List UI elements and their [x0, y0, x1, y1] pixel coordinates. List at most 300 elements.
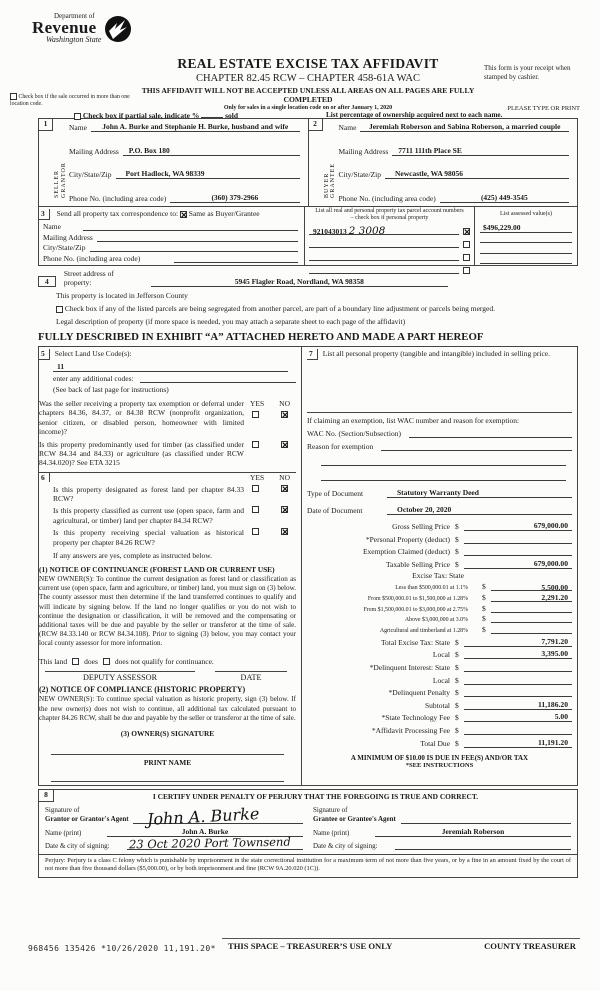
segregated-checkbox[interactable] — [56, 306, 63, 313]
seller-address-label: Mailing Address — [69, 146, 119, 156]
seller-city-row — [69, 169, 300, 179]
bracket-4-field[interactable] — [491, 615, 572, 624]
signature-grid — [39, 802, 577, 854]
segregated-row — [56, 304, 578, 313]
taxable-price-field[interactable] — [464, 559, 572, 569]
subtotal-row — [307, 700, 572, 710]
buyer-word: BUYER — [323, 172, 330, 198]
additional-codes-row — [53, 374, 296, 383]
grantor-signature-row — [45, 803, 303, 829]
owners-signature-field[interactable] — [51, 746, 284, 755]
seller-name-label: Name — [69, 123, 87, 132]
parcel-row-1 — [309, 225, 470, 238]
land-use-label: Select Land Use Code(s): — [54, 349, 132, 358]
exemption-deduct-label: Exemption Claimed (deduct) — [362, 547, 450, 557]
exemption-deduct-row — [307, 546, 572, 556]
assessed-header: List assessed value(s) — [500, 211, 552, 217]
grantor-signature-field[interactable] — [133, 803, 303, 829]
buyer-phone-field[interactable]: (425) 449-3545 — [440, 193, 569, 203]
bracket-2-label: From $500,000.01 to $1,500,000 at 1.28% — [367, 595, 468, 602]
correspondence-parcel-row — [39, 207, 577, 265]
gross-price-row — [307, 521, 572, 531]
continuance-row — [39, 657, 296, 666]
dollar-sign: $ — [455, 534, 459, 544]
treasurer-space-label: THIS SPACE – TREASURER’S USE ONLY — [228, 941, 393, 951]
taxable-price-value: 679,000.00 — [533, 558, 568, 568]
exemption-deduct-field[interactable] — [464, 546, 572, 556]
tax-column — [302, 347, 577, 785]
parcel-2-field[interactable] — [309, 238, 459, 248]
seller-phone-row — [69, 193, 300, 203]
form-subtitle: CHAPTER 82.45 RCW – CHAPTER 458-61A WAC — [196, 73, 420, 84]
buyer-name-field[interactable]: Jeremiah Roberson and Sabina Roberson, a married couple — [360, 122, 569, 132]
buyer-city-row — [339, 169, 570, 179]
forest-yes-checkbox[interactable] — [252, 485, 259, 492]
type-or-print-note: PLEASE TYPE OR PRINT — [507, 105, 580, 112]
parcel-3-personal-checkbox[interactable] — [463, 254, 470, 261]
total-state-value: 7,791.20 — [541, 636, 568, 646]
see-instructions-note: *SEE INSTRUCTIONS — [405, 761, 474, 769]
delinq-interest-state-row — [307, 662, 572, 672]
dollar-sign: $ — [455, 726, 459, 736]
assessed-value-field[interactable]: $496,229.00 — [480, 223, 572, 233]
buyer-phone-row — [339, 193, 570, 203]
historic-question: Is this property receiving special valuation as historical property per chapter 84.26 RCW? — [53, 528, 244, 547]
parcel-row-3 — [309, 251, 470, 261]
bracket-2-field[interactable] — [491, 593, 572, 602]
county-treasurer-label: COUNTY TREASURER — [484, 941, 576, 951]
partial-sale-percent-field[interactable] — [201, 111, 223, 118]
parcel-4-field[interactable] — [309, 264, 459, 274]
form-only-for: Only for sales in a single location code on or after January 1, 2020 — [223, 105, 393, 111]
grantee-word: GRANTEE — [330, 163, 336, 198]
bracket-row-1 — [307, 582, 572, 591]
certification-box — [38, 789, 578, 878]
grantor-word: GRANTOR — [60, 162, 67, 198]
corr-phone-field[interactable] — [174, 262, 298, 263]
bracket-3-field[interactable] — [491, 604, 572, 613]
parcel-row-2 — [309, 238, 470, 248]
forest-question-row — [39, 485, 296, 504]
gross-price-label: Gross Selling Price — [392, 522, 450, 531]
ownership-note: List percentage of ownership acquired next to each name. — [326, 111, 503, 119]
parcel-number-field[interactable] — [309, 225, 459, 238]
total-local-label: Local — [432, 650, 450, 660]
tech-fee-label: *State Technology Fee — [381, 713, 450, 723]
tech-fee-value: 5.00 — [554, 712, 568, 722]
doc-type-label: Type of Document — [307, 489, 364, 498]
bracket-2-value: 2,291.20 — [541, 593, 568, 603]
parcel-row-4 — [309, 264, 470, 274]
bracket-1-value: 5,500.00 — [541, 582, 568, 592]
grantor-date-field[interactable] — [127, 834, 303, 851]
parcel-handwritten: 2 3008 — [348, 225, 386, 238]
send-to-label: Send all property tax correspondence to: — [56, 209, 179, 218]
personal-deduct-field[interactable] — [464, 534, 572, 544]
delinq-penalty-label: *Delinquent Penalty — [388, 688, 450, 698]
same-as-buyer-label: Same as Buyer/Grantee — [188, 209, 260, 218]
grantor-date-label: Date & city of signing: — [45, 841, 110, 850]
property-address-section — [38, 266, 578, 343]
corr-city-field[interactable] — [90, 251, 299, 252]
cashier-stamp: 968456 135426 *10/26/2020 11,191.20* — [28, 944, 216, 953]
currentuse-no-checkbox[interactable] — [281, 506, 288, 513]
doc-date-row — [307, 505, 572, 515]
subtotal-label: Subtotal — [424, 700, 450, 710]
no-label: NO — [279, 399, 290, 408]
doc-date-field[interactable]: October 20, 2020 — [387, 505, 572, 515]
subtotal-field[interactable] — [464, 700, 572, 710]
parcel-1-personal-checkbox[interactable] — [463, 228, 470, 235]
dollar-sign: $ — [455, 675, 459, 685]
parcel-number: 921043013 — [313, 227, 347, 237]
affidavit-form — [10, 6, 580, 878]
personal-deduct-label: *Personal Property (deduct) — [365, 534, 450, 544]
correspondence-send-row — [39, 209, 298, 220]
bracket-row-5 — [307, 625, 572, 634]
taxable-price-label: Taxable Selling Price — [385, 559, 450, 569]
legal-desc-note: Legal description of property (if more space is needed, you may attach a separate sheet to each page of the affidavit) — [56, 317, 406, 326]
grantee-sig-label — [313, 806, 401, 824]
subtotal-value: 11,186.20 — [538, 699, 568, 709]
bracket-5-label: Agricultural and timberland at 1.28% — [379, 628, 468, 635]
assessed-3-field[interactable] — [480, 248, 572, 254]
doc-type-row — [307, 488, 572, 498]
forest-question: Is this property designated as forest land per chapter 84.33 RCW? — [53, 484, 244, 503]
reason-label: Reason for exemption — [307, 442, 374, 451]
bracket-row-3 — [307, 604, 572, 613]
buyer-city-label: City/State/Zip — [338, 170, 381, 180]
assessed-4-field[interactable] — [480, 258, 572, 264]
corr-name-row — [39, 222, 298, 231]
timber-yes-checkbox[interactable] — [252, 441, 259, 448]
street-address-label: Street address of property: — [63, 269, 114, 287]
yes-label-6: YES — [250, 472, 265, 482]
land-use-column — [39, 347, 302, 785]
form-warning: THIS AFFIDAVIT WILL NOT BE ACCEPTED UNLESS ALL AREAS ON ALL PAGES ARE FULLY COMPLETED — [141, 86, 475, 104]
dollar-sign: $ — [455, 688, 459, 698]
same-as-buyer-checkbox[interactable] — [180, 211, 187, 218]
currentuse-question-row — [39, 506, 296, 525]
reason-extra-line-2[interactable] — [321, 472, 566, 481]
seller-address-row — [69, 146, 300, 156]
gross-price-value: 679,000.00 — [533, 521, 568, 530]
currentuse-question: Is this property classified as current use (open space, farm and agricultural, or timber) land per chapter 84.34 RCW? — [53, 506, 244, 525]
grantor-date-row — [45, 834, 303, 851]
print-name-label: PRINT NAME — [143, 758, 192, 767]
buyer-city-field[interactable]: Newcastle, WA 98056 — [385, 169, 569, 179]
grantor-name-field[interactable]: John A. Burke — [107, 827, 303, 837]
total-local-value: 3,395.00 — [541, 649, 568, 659]
segregated-note: Check box if any of the listed parcels are being segregated from another parcel, are part of a boundary line adjustment or parcels being merged. — [64, 304, 495, 313]
seller-section — [39, 119, 309, 206]
additional-codes-label: enter any additional codes: — [53, 374, 134, 383]
corr-name-field[interactable] — [83, 230, 298, 231]
exemption-yes-checkbox[interactable] — [252, 411, 259, 418]
bracket-3-label: From $1,500,000.01 to $3,000,000 at 2.75% — [363, 606, 468, 613]
multi-location-checkbox[interactable] — [10, 93, 17, 100]
grantee-name-print-label: Name (print) — [313, 828, 350, 837]
parcel-2-personal-checkbox[interactable] — [463, 241, 470, 248]
section-5-header — [39, 349, 296, 360]
total-local-row — [307, 649, 572, 659]
corr-phone-row — [39, 254, 298, 263]
dollar-sign: $ — [482, 603, 486, 613]
exemption-header: If claiming an exemption, list WAC number and reason for exemption: — [307, 416, 520, 425]
corr-address-label: Mailing Address — [43, 232, 93, 242]
historic-yes-checkbox[interactable] — [252, 528, 259, 535]
section-3-number: 3 — [39, 209, 50, 220]
seller-name-row — [69, 122, 300, 132]
exemption-question: Was the seller receiving a property tax exemption or deferral under chapters 84.36, 84.37, or 84.38 RCW (nonprofit organization, senior citizen, or disabled person, homeowner with limited income)? — [39, 399, 244, 437]
perjury-note: Perjury: Perjury is a class C felony which is punishable by imprisonment in the state correctional institution for a maximum term of not more than five years, or by a fine in an amount fixed by the court of not more than five thousand dollars ($5,000.00), or by both imprisonment and fine (RCW 9A.20.020 (1C)). — [39, 854, 577, 877]
delinq-interest-local-row — [307, 675, 572, 685]
doc-date-label: Date of Document — [307, 506, 363, 515]
signature-of-label: Signature of — [45, 806, 80, 814]
no-label-6: NO — [279, 472, 290, 482]
buyer-address-label: Mailing Address — [338, 146, 389, 156]
form-header — [10, 6, 580, 120]
print-name-field[interactable] — [51, 773, 284, 782]
dollar-sign: $ — [455, 522, 459, 531]
section-2-number: 2 — [309, 119, 323, 131]
section-6-yn-header — [244, 473, 296, 482]
bracket-1-field[interactable] — [491, 583, 572, 592]
buyer-name-label: Name — [338, 123, 357, 132]
land-use-tax-box — [38, 346, 578, 786]
total-state-field[interactable] — [464, 637, 572, 647]
historic-no-checkbox[interactable] — [281, 528, 288, 535]
section-6-header — [39, 472, 296, 482]
logo-line1: Department of — [54, 12, 95, 20]
corr-phone-label: Phone No. (including area code) — [43, 254, 141, 263]
deputy-assessor-row — [39, 671, 296, 682]
buyer-address-field[interactable]: 7711 111th Place SE — [392, 146, 569, 156]
parcel-4-personal-checkbox[interactable] — [463, 267, 470, 274]
dor-logo-icon — [103, 14, 133, 46]
min-fee-note: A MINIMUM OF $10.00 IS DUE IN FEE(S) AND/OR TAX — [350, 753, 529, 762]
certify-row — [39, 790, 577, 802]
historic-question-row — [39, 528, 296, 547]
seller-address-field[interactable]: P.O. Box 180 — [123, 146, 300, 156]
grantee-signature-row — [313, 806, 571, 824]
additional-codes-field[interactable] — [140, 374, 296, 383]
section-5-number: 5 — [39, 349, 50, 360]
deputy-assessor-label: DEPUTY ASSESSOR — [45, 671, 195, 682]
doc-type-field[interactable]: Statutory Warranty Deed — [387, 488, 572, 498]
total-due-field[interactable] — [464, 738, 572, 748]
street-address-row — [38, 269, 578, 287]
dollar-sign: $ — [455, 663, 459, 673]
dollar-sign: $ — [455, 713, 459, 723]
currentuse-yes-checkbox[interactable] — [252, 506, 259, 513]
exemption-no-checkbox[interactable] — [281, 411, 288, 418]
logo-line2: Revenue — [32, 18, 97, 37]
corr-city-label: City/State/Zip — [43, 243, 86, 253]
total-due-value: 11,191.20 — [538, 737, 568, 747]
dollar-sign: $ — [482, 614, 486, 624]
dor-logo — [32, 12, 133, 46]
delinq-interest-local-label: Local — [432, 675, 450, 685]
located-note: This property is located in Jefferson County — [56, 291, 188, 300]
grantee-signature-column — [313, 803, 571, 850]
corr-city-row — [39, 243, 298, 252]
dollar-sign: $ — [455, 738, 459, 748]
processing-fee-label: *Affidavit Processing Fee — [371, 726, 450, 736]
total-state-label: Total Excise Tax: State — [380, 637, 450, 647]
assessed-section — [475, 207, 577, 265]
wac-label: WAC No. (Section/Subsection) — [307, 429, 401, 438]
street-address-field[interactable]: 5945 Flagler Road, Nordland, WA 98358 — [151, 277, 448, 287]
owners-signature-label: (3) OWNER(S) SIGNATURE — [120, 729, 215, 738]
multi-location-note — [10, 93, 140, 108]
parties-box — [38, 118, 578, 266]
grantee-name-row — [313, 827, 571, 837]
bracket-5-field[interactable] — [491, 626, 572, 635]
grantee-date-row — [313, 840, 571, 850]
grantor-sig-label — [45, 806, 133, 824]
section-7-number: 7 — [307, 349, 318, 360]
wac-field[interactable] — [409, 429, 572, 438]
seller-city-label: City/State/Zip — [69, 170, 112, 180]
section-8-number: 8 — [39, 790, 54, 802]
dollar-sign: $ — [482, 582, 486, 592]
dollar-sign: $ — [455, 559, 459, 569]
reason-row — [307, 442, 572, 451]
does-checkbox[interactable] — [72, 658, 79, 665]
seller-side-label — [54, 134, 67, 198]
total-due-label: Total Due — [420, 738, 450, 748]
grantee-signature-field[interactable] — [401, 814, 571, 824]
land-use-code-field[interactable]: 11 — [53, 362, 288, 372]
see-back-note: (See back of last page for instructions) — [53, 385, 169, 394]
processing-fee-field[interactable] — [464, 725, 572, 735]
exhibit-heading: FULLY DESCRIBED IN EXHIBIT “A” ATTACHED HERETO AND MADE A PART HEREOF — [38, 331, 484, 343]
notice1-title: (1) NOTICE OF CONTINUANCE (FOREST LAND OR CURRENT USE) — [39, 564, 275, 574]
grantee-name-field[interactable]: Jeremiah Roberson — [375, 827, 571, 837]
signature-of-label: Signature of — [313, 806, 348, 814]
buyer-section — [309, 119, 578, 206]
delinq-penalty-field[interactable] — [464, 687, 572, 697]
certify-statement: I CERTIFY UNDER PENALTY OF PERJURY THAT THE FOREGOING IS TRUE AND CORRECT. — [152, 792, 479, 801]
parcel-section — [305, 207, 475, 265]
if-yes-note: If any answers are yes, complete as instructed below. — [53, 550, 213, 560]
personal-property-label: List all personal property (tangible and intangible) included in selling price. — [322, 349, 550, 358]
bracket-row-4 — [307, 614, 572, 623]
grantor-name-print-label: Name (print) — [45, 828, 82, 837]
corr-address-field[interactable] — [97, 241, 298, 242]
corr-name-label: Name — [43, 221, 61, 231]
date-label: DATE — [215, 671, 287, 682]
grantee-agent-label: Grantee or Grantee's Agent — [313, 814, 396, 823]
delinq-interest-state-label: *Delinquent Interest: State — [369, 663, 450, 673]
wac-row — [307, 429, 572, 438]
grantor-signature-column — [45, 803, 313, 850]
timber-no-checkbox[interactable] — [281, 441, 288, 448]
dollar-sign: $ — [482, 592, 486, 602]
notice1-body: NEW OWNER(S): To continue the current designation as forest land or classification as current use (open space, farm and agriculture, or timber) land, you must sign on (3) below. The county assessor must then determine if the land transferred continues to qualify and will indicate by signing below. If the land no longer qualifies or you do not wish to continue the designation or classification, it will be removed and the compensating or additional taxes will be due and payable by the seller or transferor at the time of sale. (RCW 84.33.140 or RCW 84.34.108). Prior to signing (3) below, you may contact your local county assessor for more information. — [39, 574, 297, 648]
personal-deduct-row — [307, 534, 572, 544]
exemption-question-row — [39, 399, 296, 437]
bracket-1-label: Less than $500,000.01 at 1.1% — [395, 585, 468, 592]
logo-line3: Washington State — [46, 35, 102, 44]
delinq-interest-local-field[interactable] — [464, 675, 572, 685]
bracket-row-2 — [307, 593, 572, 602]
dollar-sign: $ — [455, 700, 459, 710]
exemption-block — [307, 412, 572, 481]
this-land-label: This land — [39, 656, 68, 666]
yes-label: YES — [250, 399, 265, 408]
tech-fee-field[interactable] — [464, 712, 572, 722]
seller-city-field[interactable]: Port Hadlock, WA 98339 — [116, 169, 300, 179]
multi-location-label: Check box if the sale occurred in more than one location code. — [10, 93, 130, 108]
processing-fee-row — [307, 725, 572, 735]
corr-address-row — [39, 233, 298, 242]
grantee-date-field[interactable] — [395, 840, 571, 850]
total-due-row — [307, 738, 572, 748]
does-not-checkbox[interactable] — [103, 658, 110, 665]
seller-name-field[interactable]: John A. Burke and Stephanie H. Burke, husband and wife — [91, 122, 300, 132]
seller-phone-label: Phone No. (including area code) — [69, 193, 167, 203]
assessed-2-field[interactable] — [480, 237, 572, 243]
parcel-3-field[interactable] — [309, 251, 459, 261]
dor-logo-text — [32, 12, 101, 44]
buyer-name-row — [339, 122, 570, 132]
taxable-price-row — [307, 559, 572, 569]
section-7-header — [307, 349, 572, 360]
seller-word: SELLER — [54, 170, 60, 198]
delinq-interest-state-field[interactable] — [464, 662, 572, 672]
form-title: REAL ESTATE EXCISE TAX AFFIDAVIT — [177, 56, 439, 71]
reason-extra-line-1[interactable] — [321, 457, 566, 466]
grantee-date-label: Date & city of signing: — [313, 841, 378, 850]
forest-no-checkbox[interactable] — [281, 485, 288, 492]
total-local-field[interactable] — [464, 649, 572, 659]
seller-phone-field[interactable]: (360) 379-2966 — [170, 193, 299, 203]
title-block — [118, 56, 498, 111]
buyer-address-row — [339, 146, 570, 156]
timber-yn — [244, 440, 296, 468]
notice2-body: NEW OWNER(S): To continue special valuation as historic property, sign (3) below. If the new owner(s) does not wish to continue, all additional tax calculated pursuant to chapter 84.26 RCW, shall be due and payable by the seller or transferor at the time of sale. — [39, 695, 296, 722]
section-1-number: 1 — [39, 119, 53, 131]
partial-sale-suffix: sold — [225, 111, 239, 120]
delinq-penalty-row — [307, 687, 572, 697]
grantor-signature-handwriting: John A. Burke — [146, 803, 260, 829]
dollar-sign: $ — [455, 637, 459, 647]
correspondence-section — [39, 207, 305, 265]
section-6-number: 6 — [39, 473, 50, 482]
parties-row — [39, 119, 577, 207]
grantor-date-handwriting: 23 Oct 2020 Port Townsend — [128, 834, 291, 851]
excise-tax-header: Excise Tax: State — [412, 571, 464, 581]
tech-fee-row — [307, 712, 572, 722]
gross-price-field[interactable] — [464, 521, 572, 531]
dollar-sign: $ — [455, 547, 459, 557]
parcel-header-1: List all real and personal property tax parcel account numbers — [315, 208, 464, 214]
personal-property-blank-area[interactable] — [307, 360, 572, 412]
reason-field[interactable] — [381, 442, 572, 451]
notice2-title: (2) NOTICE OF COMPLIANCE (HISTORIC PROPERTY) — [39, 685, 246, 695]
does-not-label: does not qualify for continuance. — [114, 656, 214, 666]
receipt-note: This form is your receipt when stamped by cashier. — [484, 64, 571, 81]
timber-question: Is this property predominantly used for timber (as classified under RCW 84.34 and 84.33) or agriculture (as classified under RCW 84.34.020)? See ETA 3215 — [39, 439, 244, 468]
grantor-agent-label: Grantor or Grantor's Agent — [45, 814, 129, 823]
exemption-yn — [244, 399, 296, 437]
dollar-sign: $ — [482, 625, 486, 635]
parcel-header-2: – check box if personal property — [350, 215, 429, 222]
total-state-row — [307, 637, 572, 647]
does-label: does — [84, 656, 98, 666]
